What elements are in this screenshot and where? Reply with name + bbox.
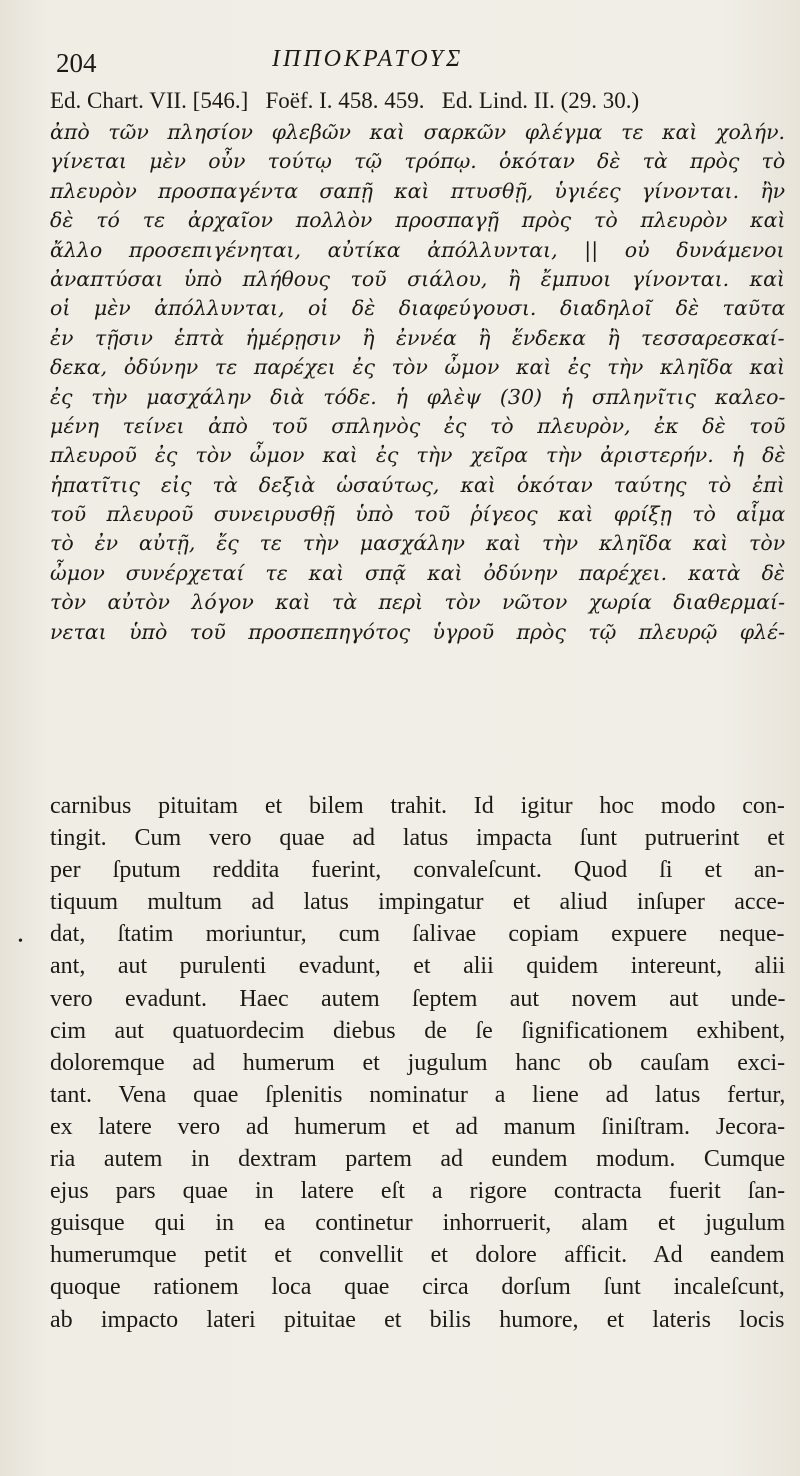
latin-text-line: cim aut quatuordecim diebus de ſe ſignificationem exhibent,: [50, 1017, 786, 1044]
latin-text-line: dat, ſtatim moriuntur, cum ſalivae copiam expuere neque-: [50, 921, 785, 948]
latin-text-line: guisque qui in ea continetur inhorruerit, alam et jugulum: [50, 1210, 786, 1237]
greek-text-line: πλευρὸν προσπαγέντα σαπῇ καὶ πτυσθῇ, ὑγιέες γίνονται. ἢν: [50, 178, 786, 203]
greek-text-line: οἱ μὲν ἀπόλλυνται, οἱ δὲ διαφεύγουσι. διαδηλοῖ δὲ ταῦτα: [50, 296, 786, 321]
page-number: 204: [56, 48, 97, 78]
latin-text-line: ab impacto lateri pituitae et bilis humore, et lateris locis: [50, 1306, 785, 1333]
latin-text-line: ejus pars quae in latere eſt a rigore contracta fuerit ſan-: [50, 1178, 786, 1205]
latin-text-line: tingit. Cum vero quae ad latus impacta ſunt putruerint et: [50, 825, 785, 852]
latin-text-line: vero evadunt. Haec autem ſeptem aut novem aut unde-: [50, 985, 786, 1012]
latin-text-line: quoque rationem loca quae circa dorſum ſunt incaleſcunt,: [50, 1274, 785, 1301]
greek-text-line: δεκα, ὀδύνην τε παρέχει ἐς τὸν ὦμον καὶ ἐς τὴν κληῖδα καὶ: [50, 355, 785, 380]
greek-text-line: τὸν αὐτὸν λόγον καὶ τὰ περὶ τὸν νῶτον χωρία διαθερμαί-: [50, 590, 785, 615]
greek-text-line: μένη τείνει ἀπὸ τοῦ σπληνὸς ἐς τὸ πλευρὸν, ἐκ δὲ τοῦ: [50, 413, 786, 438]
latin-text-line: carnibus pituitam et bilem trahit. Id igitur hoc modo con-: [50, 793, 785, 819]
latin-text-line: ant, aut purulenti evadunt, et alii quidem intereunt, alii: [50, 953, 786, 980]
greek-text-line: ἄλλο προσεπιγένηται, αὐτίκα ἀπόλλυνται, || οὐ δυνάμενοι: [50, 237, 785, 262]
latin-text-line: per ſputum reddita fuerint, convaleſcunt. Quod ſi et an-: [50, 857, 785, 884]
latin-text-line: doloremque ad humerum et jugulum hanc ob cauſam exci-: [50, 1049, 786, 1076]
latin-text-block: [50, 790, 790, 1336]
page-header: [50, 44, 790, 84]
running-title: ΙΠΠΟΚΡΑΤΟΥΣ: [272, 46, 464, 72]
greek-text-line: τοῦ πλευροῦ συνειρυσθῇ ὑπὸ τοῦ ῥίγεος καὶ φρίξῃ τὸ αἷμα: [50, 502, 786, 527]
edition-reference: Ed. Chart. VII. [546.] Foëf. I. 458. 459. Ed. Lind. II. (29. 30.): [50, 88, 640, 113]
latin-text-line: ex latere vero ad humerum et ad manum ſiniſtram. Jecora-: [50, 1113, 786, 1140]
latin-text-line: humerumque petit et convellit et dolore afficit. Ad eandem: [50, 1242, 785, 1269]
greek-text-line: ὦμον συνέρχεταί τε καὶ σπᾷ καὶ ὀδύνην παρέχει. κατὰ δὲ: [50, 560, 785, 585]
margin-mark: •: [18, 934, 23, 949]
greek-text-block: [50, 118, 790, 647]
latin-text-line: tant. Vena quae ſplenitis nominatur a liene ad latus fertur,: [50, 1081, 786, 1108]
greek-text-line: ἀναπτύσαι ὑπὸ πλήθους τοῦ σιάλου, ἢ ἔμπυοι γίνονται. καὶ: [50, 266, 785, 291]
greek-text-line: γίνεται μὲν οὖν τούτῳ τῷ τρόπῳ. ὁκόταν δὲ τὰ πρὸς τὸ: [50, 149, 786, 174]
greek-text-line: ἐν τῇσιν ἑπτὰ ἡμέρῃσιν ἢ ἐννέα ἢ ἕνδεκα ἢ τεσσαρεσκαί-: [50, 325, 785, 350]
greek-text-line: δὲ τό τε ἀρχαῖον πολλὸν προσπαγῇ πρὸς τὸ πλευρὸν καὶ: [50, 208, 786, 233]
greek-text-line: ἀπὸ τῶν πλησίον φλεβῶν καὶ σαρκῶν φλέγμα τε καὶ χολήν.: [50, 120, 786, 144]
latin-text-line: ria autem in dextram partem ad eundem modum. Cumque: [50, 1146, 786, 1173]
greek-text-line: ἡπατῖτις εἰς τὰ δεξιὰ ὡσαύτως, καὶ ὁκόταν ταύτης τὸ ἐπὶ: [50, 472, 785, 497]
greek-text-line: νεται ὑπὸ τοῦ προσπεπηγότος ὑγροῦ πρὸς τῷ πλευρῷ φλέ-: [50, 619, 786, 644]
greek-text-line: τὸ ἐν αὐτῇ, ἔς τε τὴν μασχάλην καὶ τὴν κληῖδα καὶ τὸν: [50, 531, 786, 556]
greek-text-line: ἐς τὴν μασχάλην διὰ τόδε. ἡ φλὲψ (30) ἡ σπληνῖτις καλεο-: [50, 384, 786, 409]
greek-text-line: πλευροῦ ἐς τὸν ὦμον καὶ ἐς τὴν χεῖρα τὴν ἀριστερήν. ἡ δὲ: [50, 443, 786, 468]
latin-text-line: tiquum multum ad latus impingatur et aliud inſuper acce-: [50, 889, 785, 916]
